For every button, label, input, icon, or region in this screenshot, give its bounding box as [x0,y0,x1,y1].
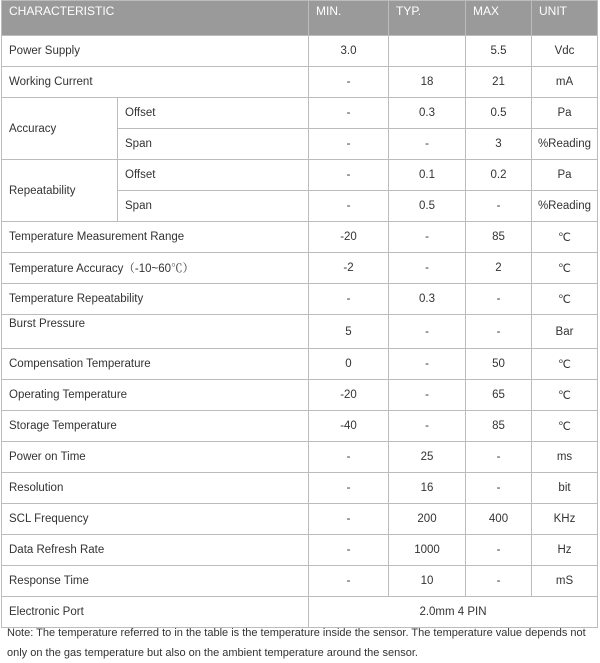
cell-typ: - [389,315,466,349]
cell-min: - [309,473,389,504]
cell-min: - [309,535,389,566]
cell-typ: 0.5 [389,191,466,222]
cell-max: - [466,442,532,473]
row-label: Electronic Port [2,597,309,628]
sub-row-label: Offset [118,160,309,191]
cell-min: - [309,160,389,191]
header-typ: TYP. [389,1,466,36]
sub-row-label: Span [118,191,309,222]
characteristics-table [1,0,598,628]
row-label: Repeatability [2,160,118,222]
row-label: Power Supply [2,36,309,67]
row-label: Burst Pressure [2,315,309,349]
table-row [2,566,598,597]
cell-typ: - [389,411,466,442]
cell-unit: ℃ [532,284,598,315]
cell-min: - [309,284,389,315]
cell-max: 85 [466,411,532,442]
cell-max: 0.5 [466,98,532,129]
cell-min: 5 [309,315,389,349]
table-row [2,504,598,535]
cell-typ: 1000 [389,535,466,566]
cell-typ: 0.3 [389,284,466,315]
cell-max: - [466,535,532,566]
cell-unit: ℃ [532,222,598,253]
table-row [2,253,598,284]
cell-typ: 18 [389,67,466,98]
table-row [2,380,598,411]
cell-max: 21 [466,67,532,98]
cell-max: 50 [466,349,532,380]
row-label: Resolution [2,473,309,504]
cell-max: - [466,473,532,504]
row-label: SCL Frequency [2,504,309,535]
cell-max: 5.5 [466,36,532,67]
table-row [2,222,598,253]
cell-typ: 200 [389,504,466,535]
cell-typ: 0.1 [389,160,466,191]
cell-min: -20 [309,380,389,411]
cell-typ: - [389,129,466,160]
cell-min: - [309,191,389,222]
cell-unit: mA [532,67,598,98]
row-label: Temperature Repeatability [2,284,309,315]
cell-unit: ms [532,442,598,473]
header-characteristic: CHARACTERISTIC [2,1,309,36]
cell-unit: bit [532,473,598,504]
cell-min: -20 [309,222,389,253]
cell-typ [389,36,466,67]
row-label: Temperature Measurement Range [2,222,309,253]
table-row [2,98,598,129]
row-label: Compensation Temperature [2,349,309,380]
table-row [2,349,598,380]
cell-unit: Bar [532,315,598,349]
cell-unit: Hz [532,535,598,566]
table-row [2,442,598,473]
table-row [2,36,598,67]
cell-max: - [466,284,532,315]
cell-max: 3 [466,129,532,160]
cell-min: - [309,442,389,473]
table-row [2,473,598,504]
cell-min: - [309,129,389,160]
cell-unit: Pa [532,160,598,191]
cell-max: 85 [466,222,532,253]
footnote: Note: The temperature referred to in the table is the temperature inside the sensor. The temperature value depends not only on the gas temperature but also on the ambient temperature around the sensor. [7,627,586,659]
cell-typ: - [389,349,466,380]
cell-max: 0.2 [466,160,532,191]
row-label: Power on Time [2,442,309,473]
cell-min: -2 [309,253,389,284]
cell-unit: ℃ [532,349,598,380]
cell-port-value: 2.0mm 4 PIN [309,597,598,628]
cell-unit: %Reading [532,191,598,222]
cell-typ: - [389,253,466,284]
cell-min: - [309,98,389,129]
cell-max: - [466,566,532,597]
cell-max: - [466,191,532,222]
cell-min: 3.0 [309,36,389,67]
cell-max: - [466,315,532,349]
cell-typ: 25 [389,442,466,473]
table-header-row [2,1,598,36]
row-label: Data Refresh Rate [2,535,309,566]
cell-min: 0 [309,349,389,380]
cell-max: 65 [466,380,532,411]
cell-unit: mS [532,566,598,597]
cell-max: 2 [466,253,532,284]
cell-min: - [309,67,389,98]
cell-typ: 0.3 [389,98,466,129]
cell-typ: - [389,222,466,253]
header-min: MIN. [309,1,389,36]
row-label: Temperature Accuracy（-10~60℃） [2,253,309,284]
cell-unit: ℃ [532,253,598,284]
row-label: Operating Temperature [2,380,309,411]
row-label: Working Current [2,67,309,98]
cell-typ: 16 [389,473,466,504]
cell-unit: ℃ [532,411,598,442]
table-row [2,411,598,442]
cell-typ: - [389,380,466,411]
cell-min: -40 [309,411,389,442]
cell-unit: Vdc [532,36,598,67]
cell-unit: Pa [532,98,598,129]
cell-unit: %Reading [532,129,598,160]
header-unit: UNIT [532,1,598,36]
row-label: Accuracy [2,98,118,160]
header-max: MAX [466,1,532,36]
sub-row-label: Span [118,129,309,160]
cell-unit: ℃ [532,380,598,411]
table-row [2,284,598,315]
cell-min: - [309,504,389,535]
cell-typ: 10 [389,566,466,597]
cell-unit: KHz [532,504,598,535]
table-row [2,160,598,191]
table-row [2,315,598,349]
row-label: Response Time [2,566,309,597]
sub-row-label: Offset [118,98,309,129]
cell-min: - [309,566,389,597]
table-row [2,67,598,98]
table-row [2,535,598,566]
row-label: Storage Temperature [2,411,309,442]
cell-max: 400 [466,504,532,535]
